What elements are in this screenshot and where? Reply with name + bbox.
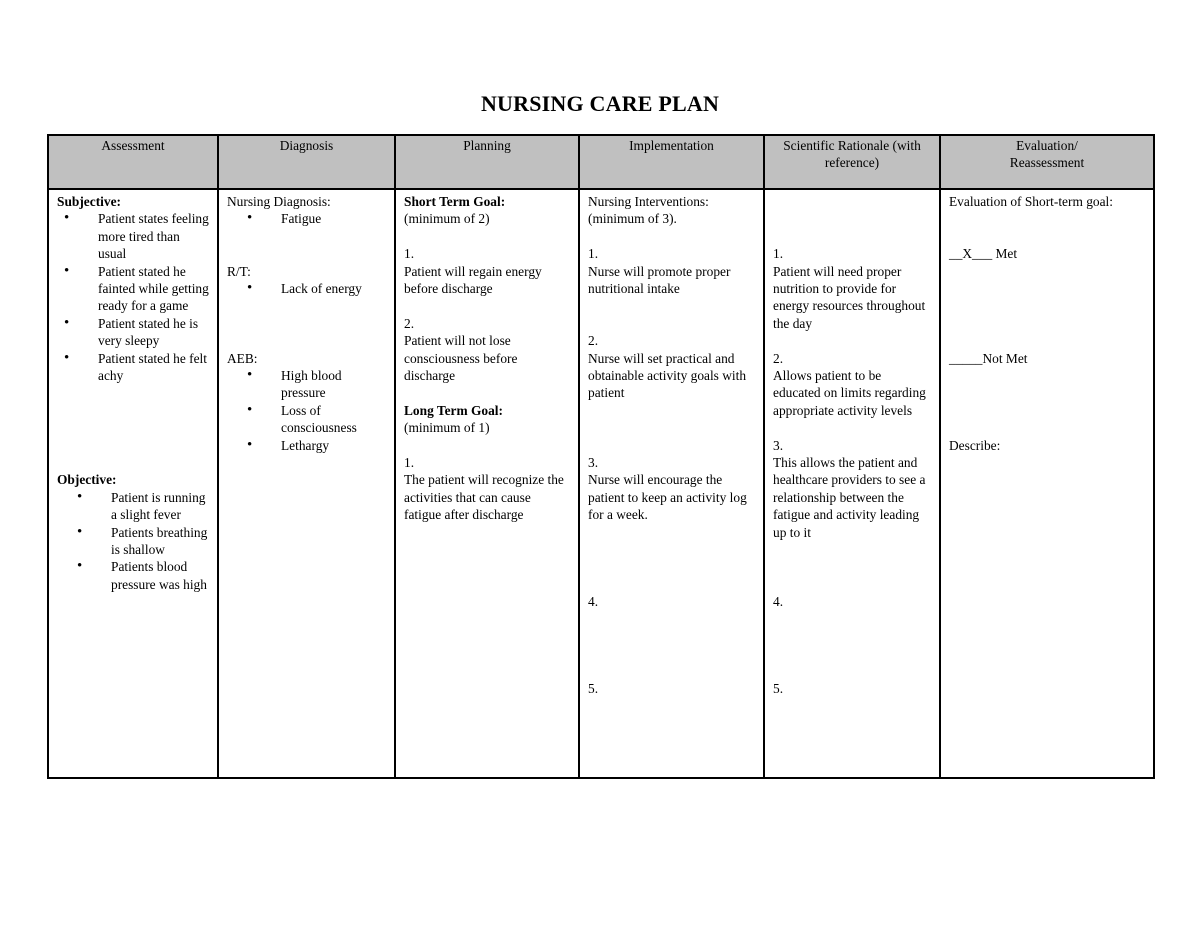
- intervention-1-text: Nurse will promote proper nutritional intake: [588, 263, 731, 297]
- long-goal-1-number: 1.: [404, 455, 415, 471]
- intervention-5-number: 5.: [588, 681, 599, 697]
- header-rationale: [764, 135, 940, 189]
- objective-list: [57, 489, 210, 593]
- long-goal-1-text: The patient will recognize the activities that can cause fatigue after discharge: [404, 472, 564, 523]
- header-implementation: Implementation: [579, 135, 764, 189]
- list-item: • Loss of consciousness: [273, 402, 387, 437]
- goal-2-text: Patient will not lose consciousness before discharge: [404, 333, 518, 384]
- intervention-3-text: Nurse will encourage the patient to keep an activity log for a week.: [588, 472, 747, 523]
- not-met-line: _____Not Met: [949, 350, 1028, 366]
- list-item: • Patient is running a slight fever: [103, 489, 210, 524]
- list-item: • Patient stated he fainted while getting ready for a game: [90, 263, 210, 315]
- intervention-3-number: 3.: [588, 455, 599, 470]
- rationale-3-text: This allows the patient and healthcare providers to see a relationship between the fatigue and activity leading up to it: [773, 455, 926, 540]
- nursing-diagnosis-list: [227, 210, 387, 227]
- aeb-list: [227, 367, 387, 454]
- care-plan-table: [47, 134, 1155, 779]
- header-row: [48, 135, 1154, 189]
- rationale-2-number: 2.: [773, 350, 784, 366]
- list-item: • Patient stated he felt achy: [90, 350, 210, 385]
- rt-list: [227, 280, 387, 297]
- list-item: • Fatigue: [273, 210, 387, 227]
- header-planning: Planning: [395, 135, 579, 189]
- planning-cell: [395, 189, 579, 778]
- header-evaluation-line2: Reassessment: [1009, 155, 1085, 171]
- list-item: • Patient stated he is very sleepy: [90, 315, 210, 350]
- interventions-label: Nursing Interventions:: [588, 194, 709, 209]
- rationale-cell: [764, 189, 940, 778]
- list-item: • Lack of energy: [273, 280, 387, 297]
- header-assessment: Assessment: [48, 135, 218, 189]
- intervention-1-number: 1.: [588, 246, 599, 262]
- rt-label: R/T:: [227, 263, 251, 279]
- header-evaluation-line1: Evaluation/: [1016, 138, 1078, 153]
- long-term-goal-label: Long Term Goal:: [404, 402, 503, 418]
- goal-2-number: 2.: [404, 315, 415, 331]
- header-diagnosis: Diagnosis: [218, 135, 395, 189]
- met-line: __X___ Met: [949, 246, 1018, 262]
- aeb-label: AEB:: [227, 350, 258, 366]
- header-rationale-line1: Scientific Rationale (with: [783, 138, 921, 153]
- page-title: NURSING CARE PLAN: [480, 91, 720, 116]
- list-item: • Lethargy: [273, 437, 387, 454]
- intervention-4-number: 4.: [588, 594, 599, 610]
- objective-label: Objective:: [57, 472, 117, 488]
- rationale-5-number: 5.: [773, 681, 784, 697]
- intervention-2-text: Nurse will set practical and obtainable activity goals with patient: [588, 350, 747, 401]
- rationale-1-text: Patient will need proper nutrition to provide for energy resources throughout the day: [773, 263, 926, 331]
- rationale-4-number: 4.: [773, 594, 784, 610]
- evaluation-cell: [940, 189, 1154, 778]
- list-item: • High blood pressure: [273, 367, 387, 402]
- short-term-minimum: (minimum of 2): [404, 211, 490, 227]
- short-term-goal-label: Short Term Goal:: [404, 194, 506, 209]
- evaluation-label: Evaluation of Short-term goal:: [949, 194, 1113, 209]
- describe-label: Describe:: [949, 437, 1001, 453]
- nursing-diagnosis-label: Nursing Diagnosis:: [227, 194, 331, 209]
- rationale-3-number: 3.: [773, 437, 784, 453]
- interventions-minimum: (minimum of 3).: [588, 211, 677, 227]
- intervention-2-number: 2.: [588, 333, 599, 349]
- diagnosis-cell: [218, 189, 395, 778]
- subjective-list: [57, 210, 210, 384]
- list-item: • Patient states feeling more tired than usual: [90, 210, 210, 262]
- list-item: • Patients blood pressure was high: [103, 558, 210, 593]
- rationale-1-number: 1.: [773, 246, 784, 262]
- goal-1-text: Patient will regain energy before discharge: [404, 263, 542, 297]
- long-term-minimum: (minimum of 1): [404, 420, 490, 436]
- rationale-2-text: Allows patient to be educated on limits regarding appropriate activity levels: [773, 368, 926, 418]
- header-evaluation: [940, 135, 1154, 189]
- goal-1-number: 1.: [404, 246, 415, 262]
- implementation-cell: [579, 189, 764, 778]
- assessment-cell: [48, 189, 218, 778]
- content-row: [48, 189, 1154, 778]
- list-item: • Patients breathing is shallow: [103, 524, 210, 559]
- header-rationale-line2: reference): [824, 155, 880, 171]
- subjective-label: Subjective:: [57, 194, 121, 209]
